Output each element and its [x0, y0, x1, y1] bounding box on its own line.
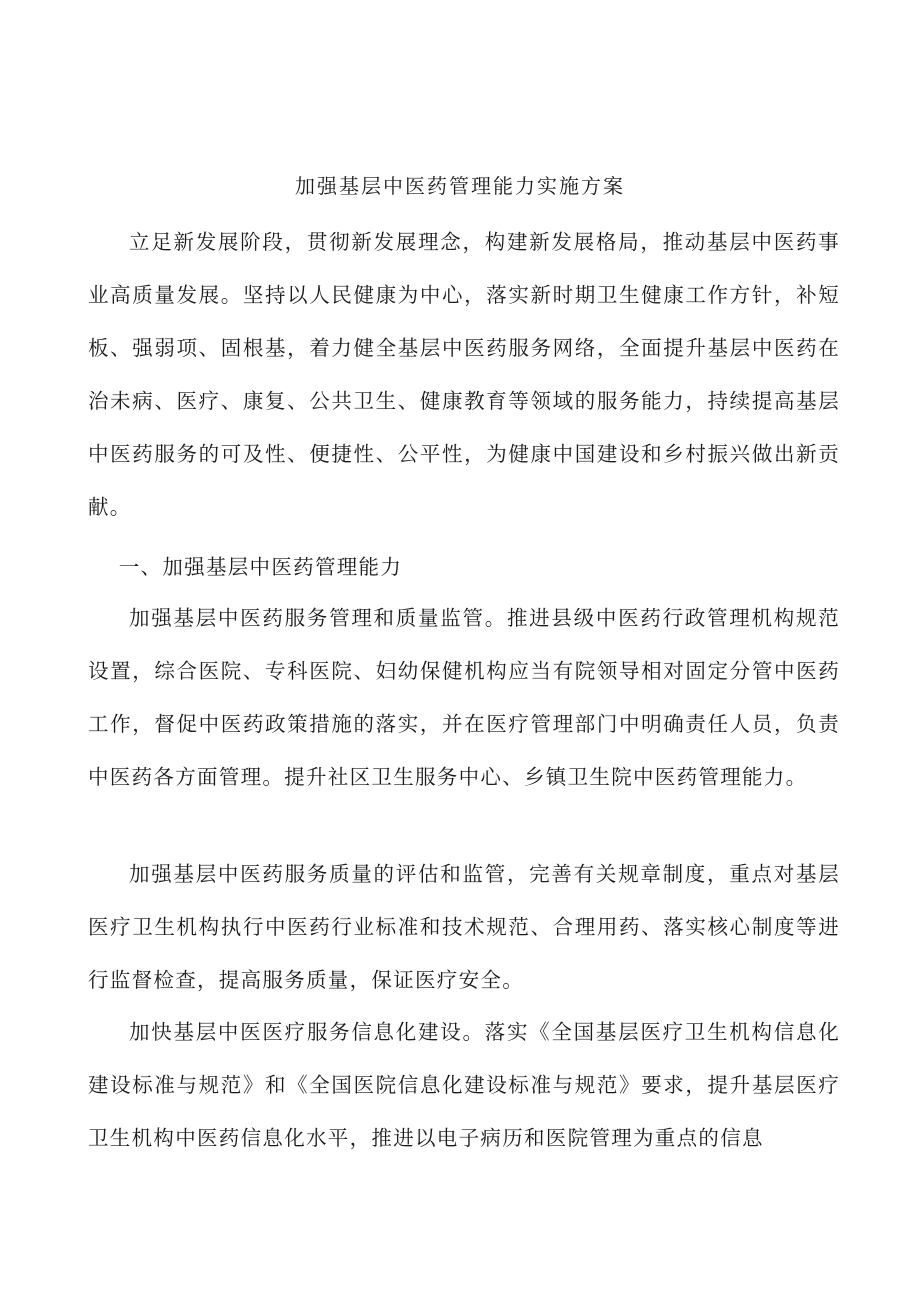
intro-paragraph: 立足新发展阶段，贯彻新发展理念，构建新发展格局，推动基层中医药事业高质量发展。坚持以人民健康为中心，落实新时期卫生健康工作方针，补短板、强弱项、固根基，着力健全基层中医药服务网络，全面提升基层中医药在治未病、医疗、康复、公共卫生、健康教育等领域的服务能力，持续提高基层中医药服务的可及性、便捷性、公平性，为健康中国建设和乡村振兴做出新贡献。 — [88, 230, 840, 519]
document-title: 加强基层中医药管理能力实施方案 — [295, 174, 625, 198]
body-paragraph: 加强基层中医药服务质量的评估和监管，完善有关规章制度，重点对基层医疗卫生机构执行中医药行业标准和技术规范、合理用药、落实核心制度等进行监督检查，提高服务质量，保证医疗安全。 — [88, 862, 840, 992]
section-heading: 一、加强基层中医药管理能力 — [118, 555, 403, 579]
body-paragraph: 加强基层中医药服务管理和质量监管。推进县级中医药行政管理机构规范设置，综合医院、专科医院、妇幼保健机构应当有院领导相对固定分管中医药工作，督促中医药政策措施的落实，并在医疗管理部门中明确责任人员，负责中医药各方面管理。提升社区卫生服务中心、乡镇卫生院中医药管理能力。 — [88, 606, 840, 789]
body-paragraph: 加快基层中医医疗服务信息化建设。落实《全国基层医疗卫生机构信息化建设标准与规范》和《全国医院信息化建设标准与规范》要求，提升基层医疗卫生机构中医药信息化水平，推进以电子病历和医院管理为重点的信息 — [88, 1020, 840, 1150]
